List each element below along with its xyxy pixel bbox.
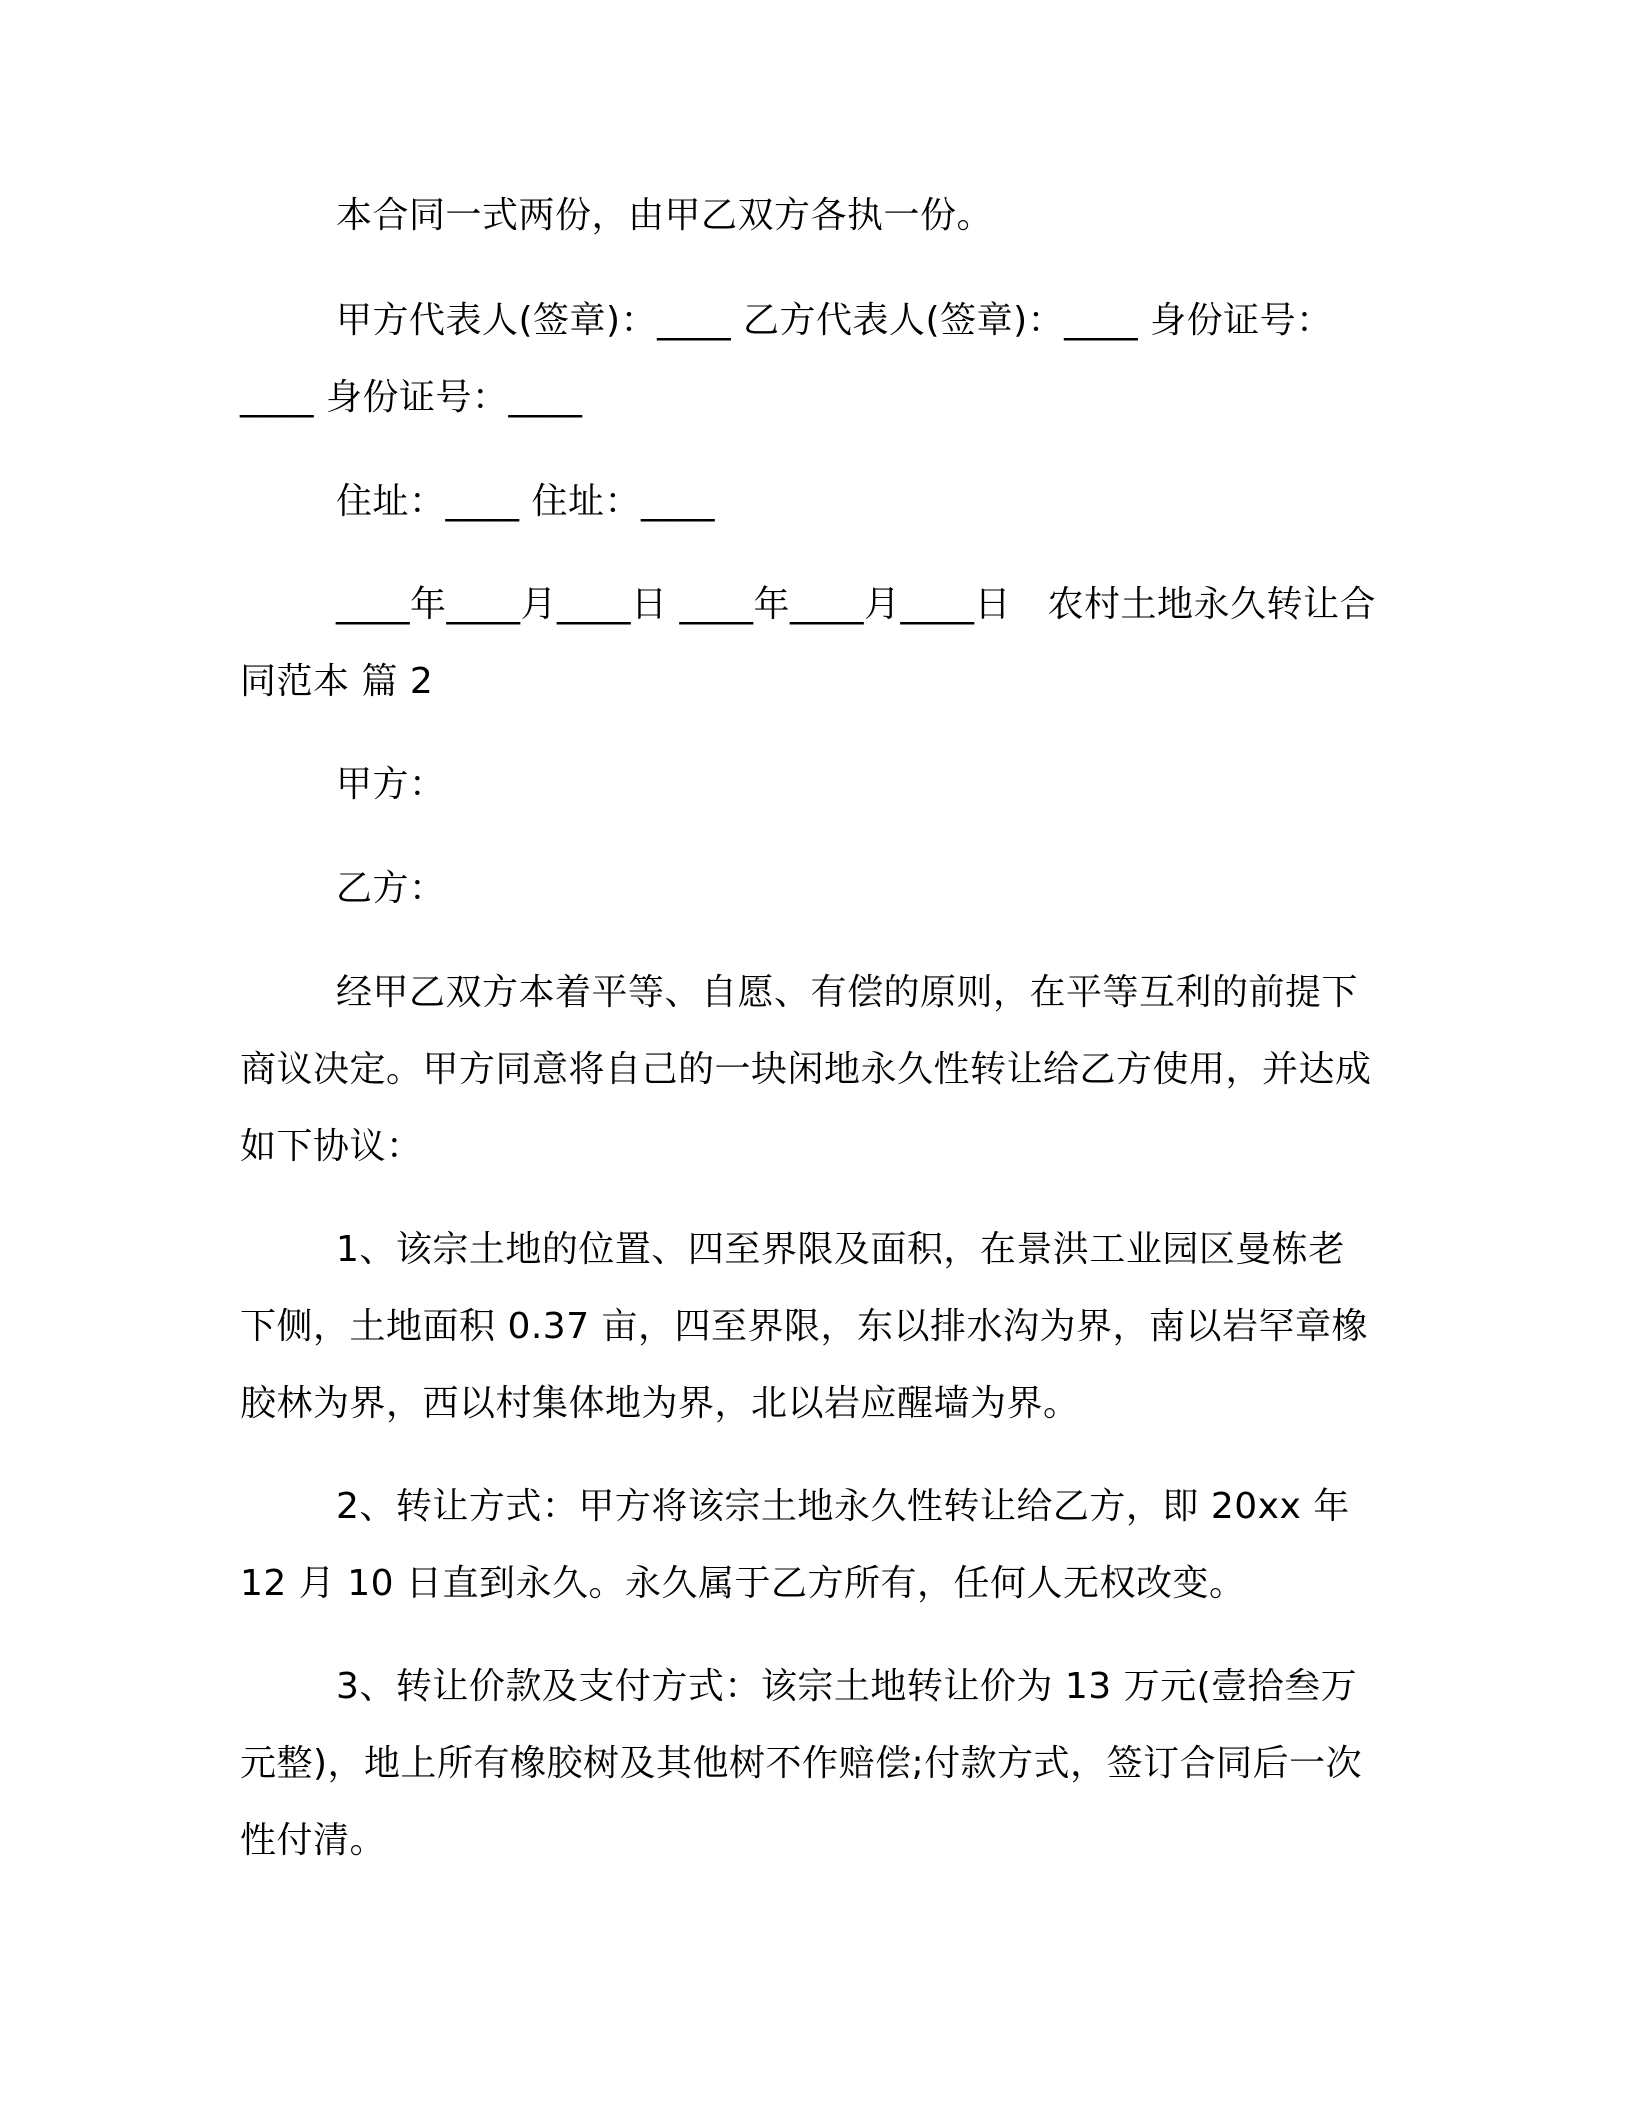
paragraph-copies: 本合同一式两份，由甲乙双方各执一份。 [336, 195, 994, 236]
paragraph-preamble: 经甲乙双方本着平等、自愿、有偿的原则，在平等互利的前提下商议决定。甲方同意将自己的一块闲地永久性转让给乙方使用，并达成如下协议： [240, 972, 1372, 1167]
paragraph-address: 住址：____ 住址：____ [336, 481, 715, 522]
paragraph-clause-3: 3、转让价款及支付方式：该宗土地转让价为 13 万元(壹拾叁万元整)，地上所有橡胶树及其他树不作赔偿;付款方式，签订合同后一次性付清。 [240, 1666, 1363, 1861]
paragraph-signatures: 甲方代表人(签章)：____ 乙方代表人(签章)：____ 身份证号：____ 身份证号：____ [240, 300, 1333, 418]
paragraph-party-a: 甲方： [336, 764, 446, 805]
paragraph-clause-1: 1、该宗土地的位置、四至界限及面积，在景洪工业园区曼栋老下侧，土地面积 0.37 亩，四至界限，东以排水沟为界，南以岩罕章橡胶林为界，西以村集体地为界，北以岩应醒墙为界。 [240, 1229, 1369, 1424]
paragraph-date-and-title: ____年____月____日 ____年____月____日 农村土地永久转让合同范本 篇 2 [240, 584, 1376, 702]
paragraph-clause-2: 2、转让方式：甲方将该宗土地永久性转让给乙方，即 20xx 年 12 月 10 日直到永久。永久属于乙方所有，任何人无权改变。 [240, 1486, 1350, 1604]
paragraph-party-b: 乙方： [336, 868, 446, 909]
